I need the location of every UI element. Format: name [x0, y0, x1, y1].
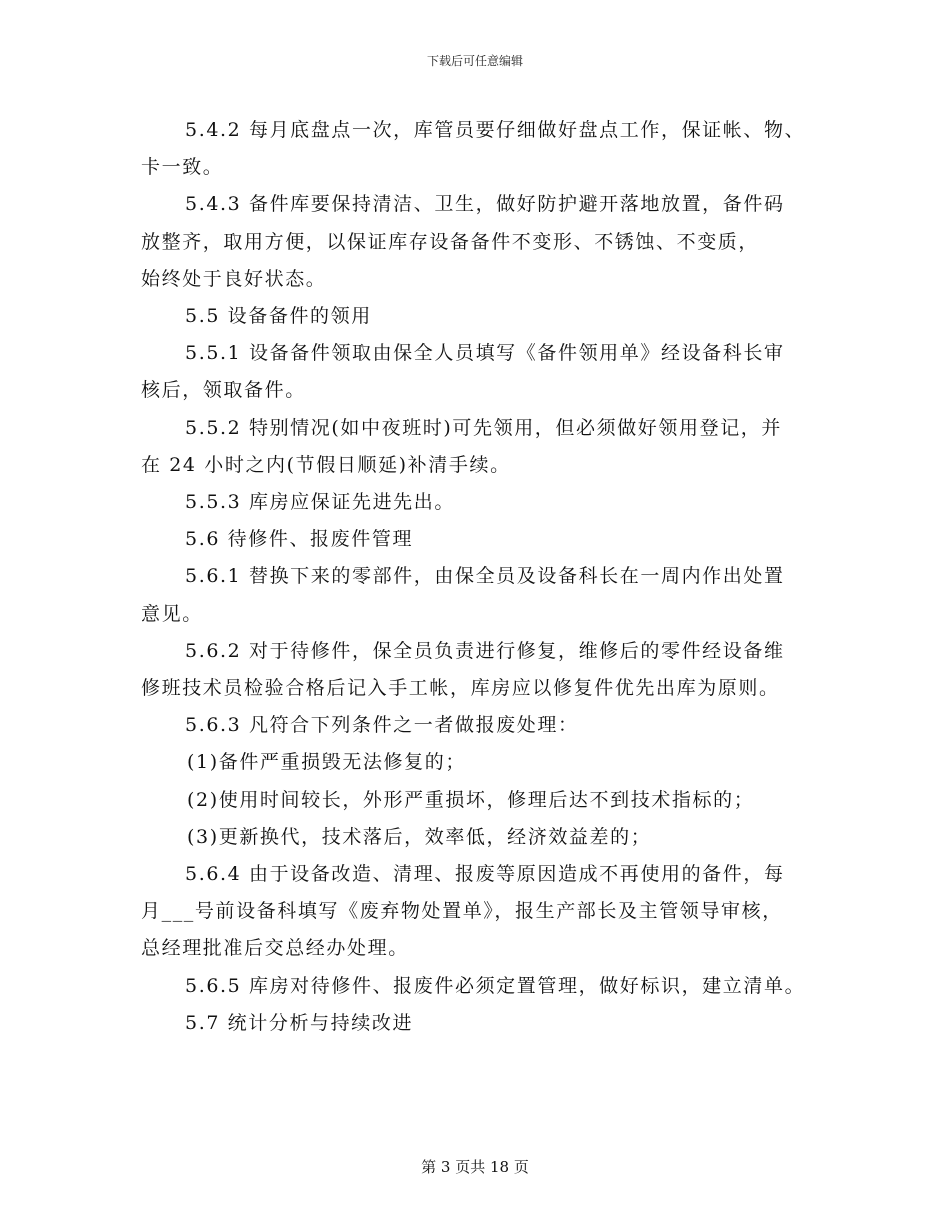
text-line: 5.7 统计分析与持续改进 — [185, 1011, 414, 1034]
paragraph-5-4-2 — [141, 112, 831, 186]
text-line: 始终处于良好状态。 — [141, 267, 327, 290]
section-heading-5-6 — [141, 521, 831, 558]
section-heading-5-5 — [141, 298, 831, 335]
list-item-3 — [141, 819, 831, 856]
paragraph-5-6-1 — [141, 558, 831, 632]
section-heading-5-7 — [141, 1005, 831, 1042]
text-line: 5.6.1 替换下来的零部件，由保全员及设备科长在一周内作出处置 — [185, 565, 785, 588]
paragraph-5-6-3 — [141, 707, 831, 744]
text-line: 卡一致。 — [141, 156, 224, 179]
text-line: (3)更新换代，技术落后，效率低，经济效益差的； — [187, 825, 652, 848]
paragraph-5-5-1 — [141, 335, 831, 409]
text-line: 5.4.3 备件库要保持清洁、卫生，做好防护避开落地放置，备件码 — [185, 193, 785, 216]
paragraph-5-4-3 — [141, 186, 831, 298]
page-header: 下载后可任意编辑 — [426, 54, 523, 68]
text-line: 修班技术员检验合格后记入手工帐，库房应以修复件优先出库为原则。 — [141, 677, 780, 700]
text-line: 核后，领取备件。 — [141, 379, 306, 402]
text-line: 5.6.2 对于待修件，保全员负责进行修复，维修后的零件经设备维 — [185, 639, 785, 662]
text-line: 5.5.3 库房应保证先进先出。 — [185, 491, 455, 514]
text-line: 意见。 — [141, 602, 203, 625]
document-body — [141, 112, 831, 1042]
text-line: 5.6.4 由于设备改造、清理、报废等原因造成不再使用的备件，每 — [185, 863, 785, 886]
page-number: 第 3 页共 18 页 — [421, 1158, 529, 1176]
paragraph-5-6-2 — [141, 633, 831, 707]
text-line: 5.6.3 凡符合下列条件之一者做报废处理： — [185, 714, 579, 737]
paragraph-5-6-5 — [141, 968, 831, 1005]
text-line: 总经理批准后交总经办处理。 — [141, 937, 409, 960]
list-item-2 — [141, 782, 831, 819]
text-line: 在 24 小时之内(节假日顺延)补清手续。 — [141, 453, 511, 476]
paragraph-5-5-2 — [141, 410, 831, 484]
text-line: 5.5 设备备件的领用 — [185, 305, 372, 328]
paragraph-5-6-4 — [141, 856, 831, 968]
text-line: 5.6 待修件、报废件管理 — [185, 528, 414, 551]
text-line: 5.4.2 每月底盘点一次，库管员要仔细做好盘点工作，保证帐、物、 — [185, 119, 806, 141]
text-line: 5.6.5 库房对待修件、报废件必须定置管理，做好标识，建立清单。 — [185, 974, 806, 997]
text-line: 5.5.1 设备备件领取由保全人员填写《备件领用单》经设备科长审 — [185, 342, 785, 365]
text-line: 月___号前设备科填写《废弃物处置单》，报生产部长及主管领导审核， — [141, 900, 783, 923]
text-line: (1)备件严重损毁无法修复的； — [187, 751, 466, 774]
text-line: 5.5.2 特别情况(如中夜班时)可先领用，但必须做好领用登记，并 — [185, 416, 783, 439]
paragraph-5-5-3 — [141, 484, 831, 521]
text-line: (2)使用时间较长，外形严重损坏，修理后达不到技术指标的； — [187, 788, 755, 811]
text-line: 放整齐，取用方便，以保证库存设备备件不变形、不锈蚀、不变质， — [141, 230, 760, 253]
list-item-1 — [141, 744, 831, 781]
